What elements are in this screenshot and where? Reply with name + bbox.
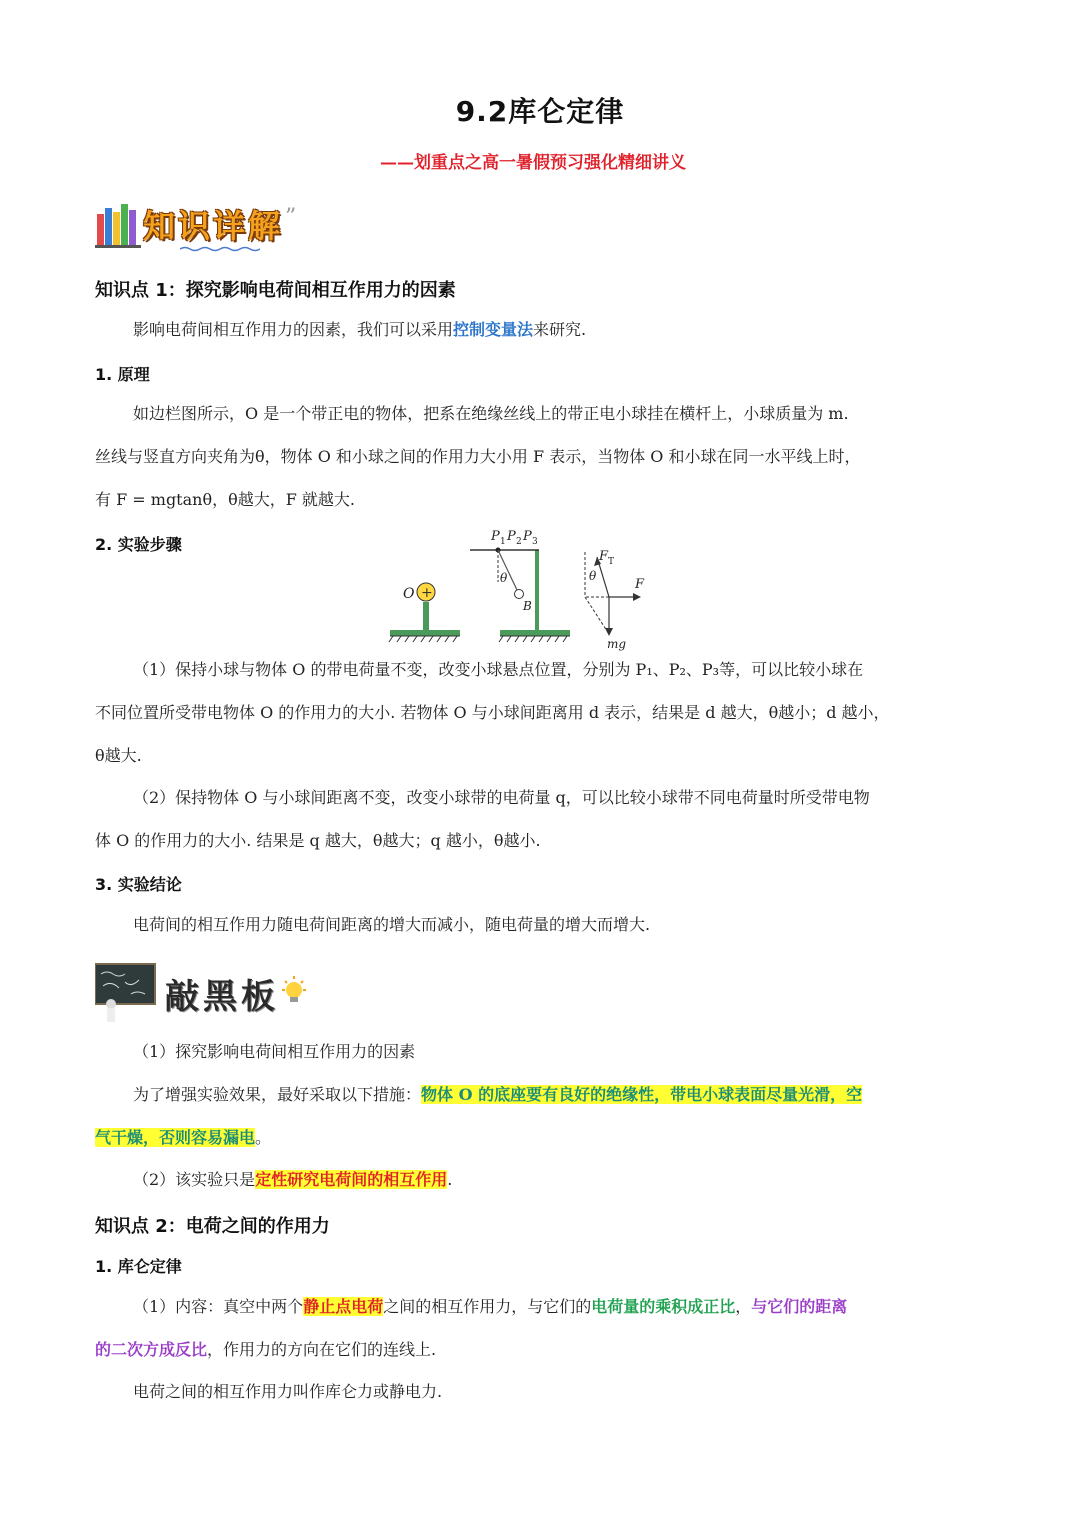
kp2-s1-heading: 1. 库仑定律: [95, 1257, 182, 1276]
svg-text:θ: θ: [500, 571, 508, 585]
kp1-p2-line2: 体 O 的作用力的大小. 结果是 q 越大，θ越大；q 越小，θ越小.: [95, 831, 541, 850]
bb-line4-highlight: 定性研究电荷间的相互作用: [255, 1170, 448, 1189]
page-title: 9.2库仑定律: [455, 95, 625, 128]
bb-line2-text: 为了增强实验效果，最好采取以下措施：: [133, 1085, 422, 1104]
svg-text:3: 3: [532, 537, 538, 547]
kp1-intro-text: 影响电荷间相互作用力的因素，我们可以采用: [133, 320, 454, 339]
kp1-p1-line2: 不同位置所受带电物体 O 的作用力的大小. 若物体 O 与小球间距离用 d 表示，结果是 d 越大，θ越小；d 越小，: [95, 703, 890, 722]
bb-line4-text: （2）该实验只是: [133, 1170, 256, 1189]
blackboard-icon: [95, 962, 157, 1024]
knowledge-banner-text: 知识详解: [143, 207, 284, 245]
svg-text:F: F: [635, 577, 645, 592]
kp1-s3-text: 电荷间的相互作用力随电荷间距离的增大而减小，随电荷量的增大而增大.: [133, 915, 651, 934]
svg-text:P: P: [523, 529, 532, 544]
kp2-heading: 知识点 2：电荷之间的作用力: [95, 1216, 330, 1237]
kp2-content-intro: （1）内容：真空中两个: [133, 1297, 304, 1316]
kp2-content-line3: 电荷之间的相互作用力叫作库仑力或静电力.: [133, 1382, 443, 1401]
kp1-intro-end: 来研究.: [533, 320, 587, 339]
banner-wave: [180, 246, 260, 252]
kp1-s1-line3: 有 F = mgtanθ，θ越大，F 就越大.: [95, 490, 355, 509]
svg-text:F: F: [599, 549, 609, 564]
svg-text:θ: θ: [589, 569, 597, 583]
blackboard-banner: [95, 958, 309, 1028]
pendulum-stand: [470, 529, 570, 642]
bb-line4-end: .: [447, 1170, 453, 1189]
page-subtitle: ——划重点之高一暑假预习强化精细讲义: [380, 153, 686, 173]
svg-text:mg: mg: [607, 637, 627, 651]
svg-text:+: +: [421, 585, 433, 601]
lightbulb-icon: [279, 976, 309, 1010]
svg-text:B: B: [523, 599, 532, 613]
force-diagram: [585, 549, 645, 651]
quote-icon: [283, 204, 303, 244]
kp1-intro: [133, 308, 586, 351]
books-icon: [95, 200, 143, 248]
kp2-point-charge: 静止点电荷: [303, 1297, 384, 1316]
bb-line4: [133, 1158, 452, 1201]
kp2-inverse-square: 的二次方成反比: [95, 1340, 208, 1359]
experiment-figure: [385, 522, 665, 652]
bb-line3-highlight: 气干燥，否则容易漏电: [95, 1128, 256, 1147]
kp2-comma: ，: [735, 1297, 752, 1316]
kp1-s2-heading: 2. 实验步骤: [95, 535, 182, 554]
svg-text:”: ”: [285, 205, 297, 230]
kp1-p1-line1: （1）保持小球与物体 O 的带电荷量不变，改变小球悬点位置，分别为 P₁、P₂、P₃等，可以比较小球在: [133, 660, 864, 679]
svg-text:1: 1: [500, 537, 506, 547]
bb-line3: [95, 1116, 271, 1159]
kp1-s1-heading: 1. 原理: [95, 365, 150, 384]
kp1-p2-line1: （2）保持物体 O 与小球间距离不变，改变小球带的电荷量 q，可以比较小球带不同电荷量时所受带电物: [133, 788, 870, 807]
kp2-content-mid: 之间的相互作用力，与它们的: [383, 1297, 592, 1316]
kp1-s3-heading: 3. 实验结论: [95, 875, 182, 894]
bb-line2-highlight: 物体 O 的底座要有良好的绝缘性，带电小球表面尽量光滑，空: [421, 1085, 863, 1104]
kp1-s1-line1: 如边栏图所示，O 是一个带正电的物体，把系在绝缘丝线上的带正电小球挂在横杆上，小球质量为 m.: [133, 404, 849, 423]
blackboard-banner-text: 敲黑板: [165, 976, 279, 1017]
svg-text:P: P: [491, 529, 500, 544]
kp2-content-line1: [133, 1285, 847, 1328]
kp2-product-proportional: 电荷量的乘积成正比: [591, 1297, 736, 1316]
kp1-s1-line2: 丝线与竖直方向夹角为θ，物体 O 和小球之间的作用力大小用 F 表示，当物体 O 和小球在同一水平线上时，: [95, 447, 861, 466]
charged-object-stand: [389, 583, 460, 642]
svg-text:2: 2: [516, 537, 522, 547]
svg-text:O: O: [403, 586, 415, 602]
kp1-p1-line3: θ越大.: [95, 746, 142, 765]
svg-text:T: T: [608, 557, 615, 567]
bb-line3-end: 。: [255, 1128, 272, 1147]
bb-line1: （1）探究影响电荷间相互作用力的因素: [133, 1042, 416, 1061]
kp2-content-line2: [95, 1328, 436, 1371]
svg-text:P: P: [507, 529, 516, 544]
kp2-distance-text: 与它们的距离: [751, 1297, 848, 1316]
bb-line2: [133, 1073, 862, 1116]
kp2-direction-text: ，作用力的方向在它们的连线上.: [207, 1340, 437, 1359]
knowledge-banner: [95, 196, 303, 252]
kp1-intro-method: 控制变量法: [453, 320, 534, 339]
kp1-heading: 知识点 1：探究影响电荷间相互作用力的因素: [95, 280, 456, 301]
